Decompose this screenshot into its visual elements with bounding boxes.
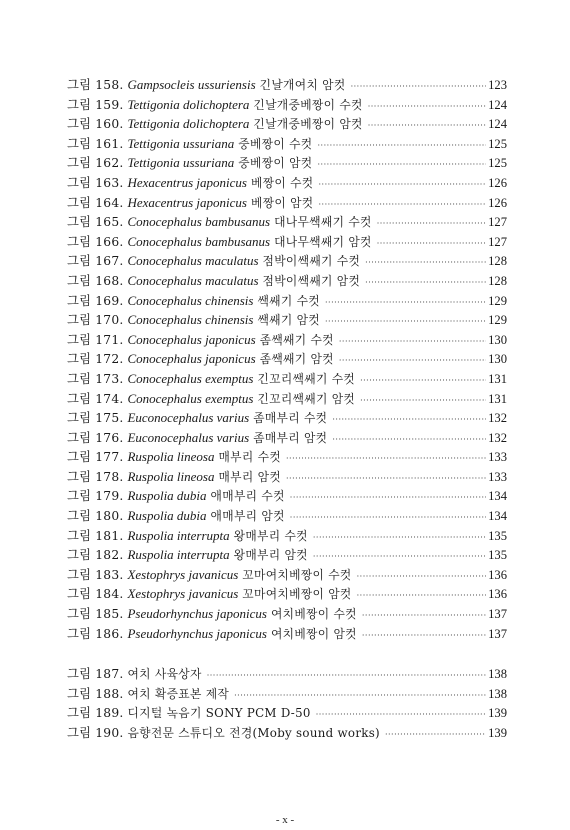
dot-leader [290,493,486,502]
korean-caption: 점박이쌕쌔기 수컷 [262,254,361,269]
figure-entry[interactable] [67,330,507,350]
scientific-name: Tettigonia ussuriana [127,155,235,171]
page-number: 136 [488,567,507,582]
figure-entry[interactable] [67,526,507,546]
dot-leader [377,219,486,228]
scientific-name: Ruspolia lineosa [127,468,215,484]
page-number: 131 [488,371,507,386]
dot-leader [290,513,486,522]
korean-caption: 점박이쌕쌔기 암컷 [262,273,361,288]
korean-caption: 좀쌕쌔기 암컷 [259,352,334,367]
figure-entry[interactable] [67,212,507,232]
korean-caption: 좀매부리 암컷 [253,430,328,445]
dot-leader [234,691,486,700]
figure-entry[interactable] [67,95,507,115]
korean-caption: 대나무쌕쌔기 수컷 [274,215,372,230]
dot-leader [351,82,487,91]
figure-entry[interactable] [67,173,507,193]
figure-entry[interactable] [67,428,507,448]
figure-number: 그림 176. [67,430,124,445]
figure-number: 그림 169. [67,293,124,308]
figure-entry[interactable] [67,291,507,311]
figure-number: 그림 184. [67,587,124,602]
figure-number: 그림 178. [67,469,124,484]
page-number: 129 [488,313,507,328]
dot-leader [339,356,486,365]
scientific-name: Euconocephalus varius [127,429,250,445]
page-number: 139 [488,706,507,721]
figure-entry[interactable] [67,271,507,291]
dot-leader [316,710,486,719]
dot-leader [339,337,486,346]
figure-number: 그림 174. [67,391,124,406]
figure-number: 그림 173. [67,371,124,386]
korean-caption: 매부리 수컷 [218,450,282,465]
figure-entry[interactable] [67,467,507,487]
page-number: 138 [488,686,507,701]
figure-number: 그림 189. [67,706,124,721]
korean-caption: 긴날개여치 암컷 [259,78,346,92]
figure-caption: 여치 확증표본 제작 [127,686,230,701]
scientific-name: Conocephalus chinensis [127,312,254,328]
dot-leader [207,671,486,680]
figure-entry[interactable] [67,193,507,213]
scientific-name: Conocephalus exemptus [127,370,254,386]
page-number: 128 [488,254,507,269]
figure-number: 그림 165. [67,215,124,230]
scientific-name: Ruspolia lineosa [127,449,215,465]
figure-number: 그림 172. [67,352,124,367]
figure-entry[interactable] [67,565,507,585]
scientific-name: Hexacentrus japonicus [127,174,247,190]
figure-entry[interactable] [67,486,507,506]
dot-leader [360,376,486,385]
page-number: 125 [488,156,507,171]
figure-entry[interactable] [67,369,507,389]
figure-number: 그림 188. [67,686,124,701]
figure-number: 그림 161. [67,136,124,151]
figure-number: 그림 162. [67,156,124,171]
figure-number: 그림 177. [67,450,124,465]
figure-number: 그림 164. [67,195,124,210]
dot-leader [317,160,486,169]
scientific-name: Conocephalus japonicus [127,331,256,347]
figure-entry[interactable] [67,447,507,467]
page-number: 138 [488,667,507,682]
figure-number: 그림 182. [67,548,124,563]
page-number: 124 [488,117,507,132]
figure-number: 그림 166. [67,234,124,249]
page-number: 126 [488,175,507,190]
dot-leader [319,200,487,209]
dot-leader [319,180,487,189]
figure-number: 그림 160. [67,117,124,132]
page-number: 127 [488,234,507,249]
page-number: 130 [488,352,507,367]
figure-number: 그림 183. [67,567,124,582]
korean-caption: 베짱이 암컷 [250,195,314,210]
equipment-figure-group [67,664,507,742]
korean-caption: 긴꼬리쌕쌔기 수컷 [257,371,356,386]
figure-entry[interactable] [67,408,507,428]
page-number: 127 [488,215,507,230]
korean-caption: 긴꼬리쌕쌔기 암컷 [257,391,356,406]
korean-caption: 꼬마여치베짱이 수컷 [242,567,352,582]
page-number: 139 [488,726,507,740]
page-number: 134 [488,489,507,504]
korean-caption: 긴날개중베짱이 암컷 [253,117,363,132]
figure-entry[interactable] [67,389,507,409]
figure-entry[interactable] [67,134,507,154]
figure-entry[interactable] [67,584,507,604]
scientific-name: Conocephalus exemptus [127,390,254,406]
korean-caption: 왕매부리 암컷 [233,548,308,563]
scientific-name: Tettigonia dolichoptera [127,96,250,112]
figure-number: 그림 175. [67,411,124,426]
scientific-name: Xestophrys javanicus [127,566,239,582]
page-number: 135 [488,548,507,563]
korean-caption: 여치베짱이 수컷 [270,607,357,622]
scientific-name: Conocephalus bambusanus [127,214,271,230]
dot-leader [332,415,486,424]
figure-entry[interactable] [67,604,507,624]
scientific-name: Gampsocleis ussuriensis [127,77,256,92]
figure-number: 그림 168. [67,273,124,288]
page-number: 136 [488,587,507,602]
figure-number: 그림 179. [67,489,124,504]
figure-number: 그림 180. [67,509,124,524]
figure-number: 그림 187. [67,667,124,682]
figure-caption: 디지털 녹음기 SONY PCM D-50 [127,706,311,721]
page-number: 126 [488,195,507,210]
page-number-footer: - x - [275,814,295,826]
figure-list [67,75,507,743]
dot-leader [368,102,486,111]
figure-entry[interactable] [67,310,507,330]
page-number: 129 [488,293,507,308]
figure-entry[interactable] [67,684,507,704]
figure-entry[interactable] [67,624,507,644]
figure-number: 그림 167. [67,254,124,269]
scientific-name: Tettigonia ussuriana [127,135,235,151]
dot-leader [286,474,486,483]
korean-caption: 애매부리 암컷 [210,509,285,524]
figure-caption: 여치 사육상자 [127,667,202,682]
korean-caption: 대나무쌕쌔기 암컷 [274,234,372,249]
figure-number: 그림 190. [67,726,124,740]
korean-caption: 중베짱이 수컷 [238,136,313,151]
dot-leader [317,141,486,150]
dot-leader [332,435,486,444]
page-number: 131 [488,391,507,406]
figure-entry[interactable] [67,75,507,95]
figure-number: 그림 186. [67,626,124,641]
scientific-name: Ruspolia dubia [127,488,207,504]
korean-caption: 긴날개중베짱이 수컷 [253,97,363,112]
page-number: 137 [488,607,507,622]
figure-entry[interactable] [67,703,507,723]
korean-caption: 중베짱이 암컷 [238,156,313,171]
scientific-name: Tettigonia dolichoptera [127,116,250,132]
scientific-name: Conocephalus maculatus [127,272,259,288]
page-number: 133 [488,469,507,484]
page-number: 130 [488,332,507,347]
page-number: 134 [488,509,507,524]
scientific-name: Xestophrys javanicus [127,586,239,602]
dot-leader [368,121,486,130]
scientific-name: Euconocephalus varius [127,410,250,426]
scientific-name: Ruspolia interrupta [127,527,230,543]
korean-caption: 쌕쌔기 암컷 [257,313,320,328]
dot-leader [360,396,486,405]
page-number: 125 [488,136,507,151]
scientific-name: Conocephalus japonicus [127,351,256,367]
page-number: 123 [488,78,507,92]
page-number: 133 [488,450,507,465]
dot-leader [357,572,487,581]
dot-leader [286,454,486,463]
dot-leader [377,239,486,248]
dot-leader [385,730,486,739]
figure-entry[interactable] [67,545,507,565]
figure-entry[interactable] [67,506,507,526]
korean-caption: 왕매부리 수컷 [233,528,308,543]
korean-caption: 쌕쌔기 수컷 [257,293,320,308]
korean-caption: 좀쌕쌔기 수컷 [259,332,334,347]
page-number: 132 [488,430,507,445]
korean-caption: 매부리 암컷 [218,469,282,484]
figure-caption: 음향전문 스튜디오 전경(Moby sound works) [127,726,380,740]
dot-leader [365,258,486,267]
figure-entry[interactable] [67,251,507,271]
scientific-name: Ruspolia interrupta [127,547,230,563]
korean-caption: 꼬마여치베짱이 암컷 [242,587,352,602]
dot-leader [362,631,486,640]
figure-number: 그림 181. [67,528,124,543]
korean-caption: 좀매부리 수컷 [253,411,328,426]
scientific-name: Conocephalus maculatus [127,253,259,269]
page-number: 135 [488,528,507,543]
figure-number: 그림 159. [67,97,124,112]
figure-number: 그림 171. [67,332,124,347]
dot-leader [357,591,487,600]
page-number: 128 [488,273,507,288]
figure-entry[interactable] [67,114,507,134]
korean-caption: 베짱이 수컷 [250,175,314,190]
figure-entry[interactable] [67,232,507,252]
figure-entry[interactable] [67,664,507,684]
korean-caption: 애매부리 수컷 [210,489,285,504]
dot-leader [313,533,486,542]
figure-entry[interactable] [67,349,507,369]
scientific-name: Pseudorhynchus japonicus [127,625,267,641]
scientific-name: Conocephalus bambusanus [127,233,271,249]
scientific-name: Conocephalus chinensis [127,292,254,308]
dot-leader [313,552,486,561]
dot-leader [325,317,486,326]
korean-caption: 여치베짱이 암컷 [270,626,357,641]
figure-number: 그림 185. [67,607,124,622]
species-figure-group [67,75,507,643]
figure-number: 그림 158. [67,78,124,92]
figure-number: 그림 163. [67,175,124,190]
dot-leader [325,298,486,307]
dot-leader [362,611,486,620]
page-number: 137 [488,626,507,641]
page-number: 132 [488,411,507,426]
scientific-name: Hexacentrus japonicus [127,194,247,210]
figure-number: 그림 170. [67,313,124,328]
group-spacer [67,643,507,664]
page-number: 124 [488,97,507,112]
scientific-name: Ruspolia dubia [127,508,207,524]
figure-entry[interactable] [67,723,507,743]
scientific-name: Pseudorhynchus japonicus [127,606,267,622]
dot-leader [365,278,486,287]
figure-entry[interactable] [67,153,507,173]
